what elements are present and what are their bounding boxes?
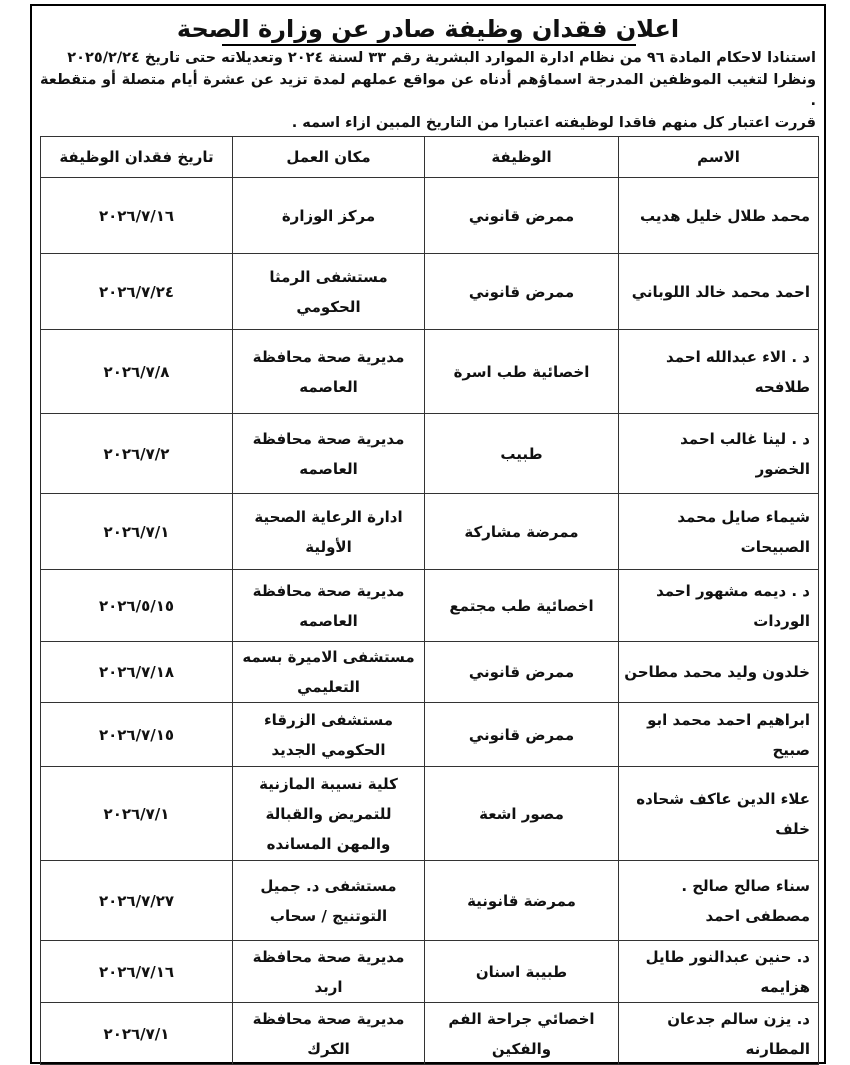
employee-name-cell: محمد طلال خليل هديب bbox=[619, 178, 819, 254]
intro-line: استنادا لاحكام المادة ٩٦ من نظام ادارة الموارد البشرية رقم ٣٣ لسنة ٢٠٢٤ وتعديلاته حتى تاريخ ٢٠٢٥/٢/٢٤ bbox=[67, 50, 816, 66]
table-row bbox=[41, 414, 819, 494]
intro-line: قررت اعتبار كل منهم فاقدا لوظيفته اعتبارا من التاريخ المبين ازاء اسمه . bbox=[291, 114, 816, 131]
header-date: تاريخ فقدان الوظيفة bbox=[41, 137, 233, 178]
loss-date-cell: ٢٠٢٦/٧/١ bbox=[41, 767, 233, 861]
intro-line: ونظرا لتغيب الموظفين المدرجة اسماؤهم أدناه عن مواقع عملهم لمدة تزيد عن عشرة أيام متصلة أو متقطعة . bbox=[40, 71, 816, 109]
job-title-cell: اخصائية طب اسرة bbox=[425, 330, 619, 414]
job-title-cell: طبيبة اسنان bbox=[425, 941, 619, 1003]
job-title-cell: ممرضة قانونية bbox=[425, 861, 619, 941]
table-row bbox=[41, 941, 819, 1003]
loss-date-cell: ٢٠٢٦/٧/٨ bbox=[41, 330, 233, 414]
loss-date-cell: ٢٠٢٦/٧/١ bbox=[41, 494, 233, 570]
employee-name-cell: شيماء صايل محمد الصبيحات bbox=[619, 494, 819, 570]
workplace-cell: مديرية صحة محافظة العاصمه bbox=[233, 330, 425, 414]
workplace-cell: مديرية صحة محافظة اربد bbox=[233, 941, 425, 1003]
workplace-cell: مستشفى الاميرة بسمه التعليمي bbox=[233, 642, 425, 703]
employee-name-cell: علاء الدين عاكف شحاده خلف bbox=[619, 767, 819, 861]
loss-date-cell: ٢٠٢٦/٧/١٨ bbox=[41, 642, 233, 703]
loss-date-cell: ٢٠٢٦/٧/١٦ bbox=[41, 941, 233, 1003]
workplace-cell: كلية نسيبة المازنية للتمريض والقبالة والمهن المسانده bbox=[233, 767, 425, 861]
header-job: الوظيفة bbox=[425, 137, 619, 178]
loss-date-cell: ٢٠٢٦/٥/١٥ bbox=[41, 570, 233, 642]
table-body bbox=[41, 178, 819, 1065]
workplace-cell: مستشفى الرمثا الحكومي bbox=[233, 254, 425, 330]
job-title-cell: ممرضة مشاركة bbox=[425, 494, 619, 570]
job-title-cell: ممرض قانوني bbox=[425, 703, 619, 767]
loss-date-cell: ٢٠٢٦/٧/٢ bbox=[41, 414, 233, 494]
workplace-cell: مديرية صحة محافظة الكرك bbox=[233, 1003, 425, 1065]
job-title-cell: ممرض قانوني bbox=[425, 642, 619, 703]
table-row bbox=[41, 178, 819, 254]
job-title-cell: اخصائية طب مجتمع bbox=[425, 570, 619, 642]
title-underline bbox=[222, 44, 636, 46]
employee-name-cell: د. حنين عبدالنور طايل هزايمه bbox=[619, 941, 819, 1003]
employees-table bbox=[40, 136, 819, 1065]
employee-name-cell: سناء صالح صالح . مصطفى احمد bbox=[619, 861, 819, 941]
employee-name-cell: ابراهيم احمد محمد ابو صبيح bbox=[619, 703, 819, 767]
workplace-cell: ادارة الرعاية الصحية الأولية bbox=[233, 494, 425, 570]
workplace-cell: مستشفى الزرقاء الحكومي الجديد bbox=[233, 703, 425, 767]
job-title-cell: ممرض قانوني bbox=[425, 178, 619, 254]
job-title-cell: طبيب bbox=[425, 414, 619, 494]
employee-name-cell: د . لينا غالب احمد الخضور bbox=[619, 414, 819, 494]
table-row bbox=[41, 254, 819, 330]
notice-intro bbox=[40, 48, 816, 134]
table-row bbox=[41, 1003, 819, 1065]
workplace-cell: مديرية صحة محافظة العاصمه bbox=[233, 570, 425, 642]
table-row bbox=[41, 703, 819, 767]
table-row bbox=[41, 767, 819, 861]
job-title-cell: ممرض قانوني bbox=[425, 254, 619, 330]
loss-date-cell: ٢٠٢٦/٧/١٥ bbox=[41, 703, 233, 767]
loss-date-cell: ٢٠٢٦/٧/١ bbox=[41, 1003, 233, 1065]
notice-frame bbox=[30, 4, 826, 1064]
workplace-cell: مديرية صحة محافظة العاصمه bbox=[233, 414, 425, 494]
table-row bbox=[41, 570, 819, 642]
workplace-cell: مستشفى د. جميل التوتنيج / سحاب bbox=[233, 861, 425, 941]
table-row bbox=[41, 494, 819, 570]
employee-name-cell: د . ديمه مشهور احمد الوردات bbox=[619, 570, 819, 642]
loss-date-cell: ٢٠٢٦/٧/٢٧ bbox=[41, 861, 233, 941]
employee-name-cell: احمد محمد خالد اللوباني bbox=[619, 254, 819, 330]
job-title-cell: مصور اشعة bbox=[425, 767, 619, 861]
notice-title: اعلان فقدان وظيفة صادر عن وزارة الصحة bbox=[176, 15, 680, 43]
table-row bbox=[41, 861, 819, 941]
table-row bbox=[41, 642, 819, 703]
table-header-row bbox=[41, 137, 819, 178]
table-row bbox=[41, 330, 819, 414]
loss-date-cell: ٢٠٢٦/٧/٢٤ bbox=[41, 254, 233, 330]
job-title-cell: اخصائي جراحة الفم والفكين bbox=[425, 1003, 619, 1065]
employee-name-cell: د . الاء عبدالله احمد طلافحه bbox=[619, 330, 819, 414]
workplace-cell: مركز الوزارة bbox=[233, 178, 425, 254]
header-name: الاسم bbox=[619, 137, 819, 178]
loss-date-cell: ٢٠٢٦/٧/١٦ bbox=[41, 178, 233, 254]
header-place: مكان العمل bbox=[233, 137, 425, 178]
employee-name-cell: د. يزن سالم جدعان المطارنه bbox=[619, 1003, 819, 1065]
employee-name-cell: خلدون وليد محمد مطاحن bbox=[619, 642, 819, 703]
